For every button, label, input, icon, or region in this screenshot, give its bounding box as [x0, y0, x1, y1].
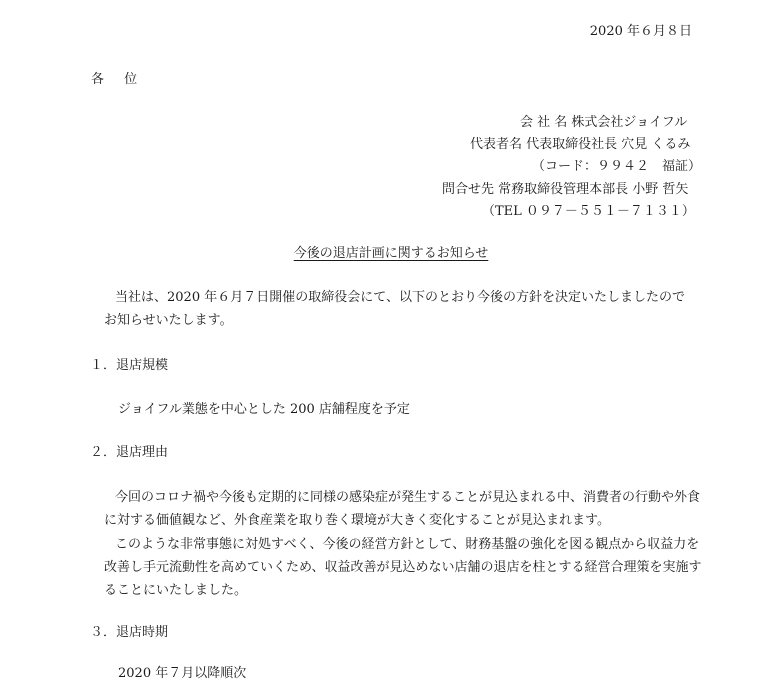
section-body-line: に対する価値観など、外食産業を取り巻く環境が大きく変化することが見込まれます。	[104, 513, 610, 528]
intro-line-2: お知らせいたします。	[104, 313, 233, 328]
intro-line-1: 当社は、2020 年６月７日開催の取締役会にて、以下のとおり今後の方針を決定いたしましたので	[115, 290, 685, 305]
document-title-text: 今後の退店計画に関するお知らせ	[293, 246, 489, 261]
section-body-line: 今回のコロナ禍や今後も定期的に同様の感染症が発生することが見込まれる中、消費者の行動や外食	[115, 490, 701, 505]
issuer-stock-code: （コード：９９４２ 福証）	[532, 159, 702, 174]
section-body-line: 改善し手元流動性を高めていくため、収益改善が見込めない店舗の退店を柱とする経営合理策を実施す	[104, 560, 702, 575]
section-body-line: このような非常事態に対処すべく、今後の経営方針として、財務基盤の強化を図る観点から収益力を	[115, 537, 700, 552]
document-title	[0, 246, 782, 262]
section-heading: ２．退店理由	[90, 445, 169, 460]
issuer-representative: 代表者名 代表取締役社長 穴見 くるみ	[470, 137, 691, 152]
section-body-line: ジョイフル業態を中心とした 200 店舗程度を予定	[118, 402, 410, 417]
issuer-contact: 問合せ先 常務取締役管理本部長 小野 哲矢	[442, 182, 689, 197]
section-body-line: ることにいたしました。	[104, 583, 248, 598]
document-date: 2020 年６月８日	[589, 24, 692, 39]
section-heading: ３．退店時期	[90, 625, 169, 640]
issuer-tel: （TEL ０９７－５５１－７１３１）	[482, 204, 695, 219]
section-body-line: 2020 年７月以降順次	[118, 666, 247, 681]
section-heading: １．退店規模	[90, 358, 169, 373]
issuer-company: 会 社 名 株式会社ジョイフル	[520, 115, 688, 130]
recipient: 各 位	[91, 72, 146, 87]
